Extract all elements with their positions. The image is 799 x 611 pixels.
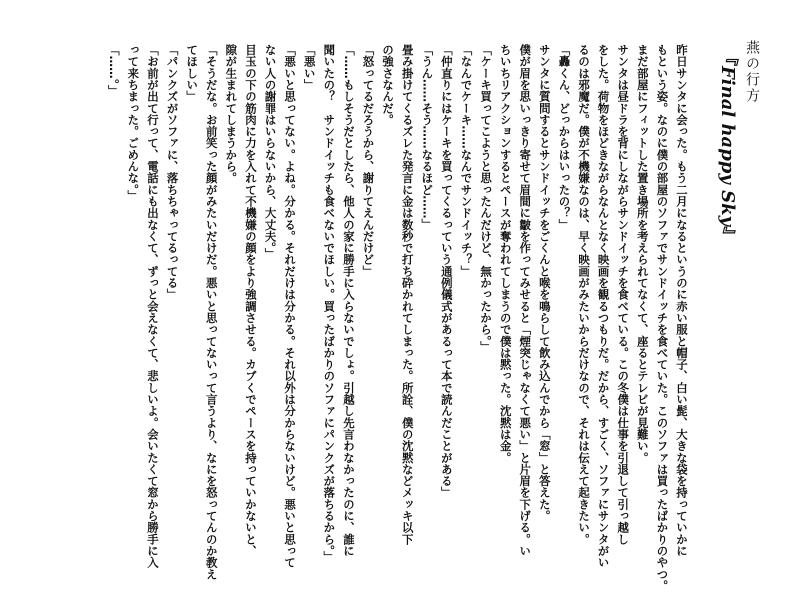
body-line: 僕が眉を思いっきり寄せて眉間に皺を作ってみせると「煙突じゃなくて悪い」と片眉を下げる。い	[518, 44, 533, 557]
body-line: 「轟くん、どっからはいったの？」	[557, 44, 572, 231]
body-line: 「仲直りにはケーキを買ってくるっていう通例儀式があるって本で読んだことがある」	[439, 44, 454, 499]
body-line: 「……。」	[106, 44, 121, 97]
body-line: てほしい」	[185, 44, 200, 103]
body-line: 「うん……そう……なるほど……」	[420, 44, 435, 231]
body-line: 「悪いと思ってない。よね。分かる。それだけは分かる。それ以外は分からないけど。悪いと思って	[283, 44, 298, 569]
body-line: ちいちリアクションするとペースが奪われてしまうので僕は黙った。沈黙は金。	[498, 44, 513, 464]
body-line: サンタに質問するとサンドイッチをごくんと喉を鳴らして飲み込んでから「窓」と答えた。	[537, 44, 552, 522]
body-line: 「そうだな。お前笑った顔がみたいだけだ。悪いと思ってないって言うより、なにを怒ってんのか教え	[204, 44, 219, 580]
body-line: 隙が生まれてしまうから。	[224, 44, 239, 184]
body-line: 「お前が出て行って、電話にも出なくて、ずっと会えなくて、悲しいよ。会いたくて窓から勝手に入	[145, 44, 160, 569]
body-line: をした。荷物をほどきながらなんとなく映画を観るつもりだ。だから、すごく、ソファにサンタがい	[596, 44, 611, 569]
body-line: 「パンクズがソファに、落ちちゃってるってる」	[165, 44, 180, 301]
body-line: サンタは昼ドラを背にしながらサンドイッチを食べている。この冬僕は仕事を引退して引っ越し	[616, 44, 631, 545]
body-line: るのは邪魔だ。僕が不機嫌なのは、早く映画がみたいからだけなので、それは伝えて起きたい。	[577, 44, 592, 545]
body-line: もという姿。なのに僕の部屋のソファでサンドイッチを食べていた。このソファは買ったばかりのやつ。	[655, 44, 670, 592]
body-line: 畳み掛けてくるズレた発言に金は数秒で打ち砕かれてしまった。所詮、僕の沈黙などメッキ以下	[400, 44, 415, 545]
body-line: ない人の謝罪はいらないから、大丈夫。」	[263, 44, 278, 260]
body-line: の強さなんだ。	[381, 44, 396, 126]
body-line: 「……もしそうだとしたら、他人の家に勝手に入らないでしょ。引越し先言わなかったのに、誰に	[341, 44, 356, 557]
body-line: まだ部屋にフィットした置き場所を考えられてなくて、座るとテレビが見難い。	[635, 44, 650, 464]
body-line: 「怒ってるだろうから、謝りてえんだけど」	[361, 44, 376, 277]
story-subtitle: 『Final happy Sky』	[717, 48, 738, 245]
body-line: 「ケーキ買ってこようと思ったんだけど、無かったから。」	[479, 44, 494, 353]
body-line: 昨日サンタに会った。もう二月になるというのに赤い服と帽子、白い髭、大きな袋を持っていかに	[675, 44, 689, 557]
body-text	[103, 44, 691, 592]
chapter-title: 燕の行方	[744, 40, 760, 104]
body-line: 「悪い」	[302, 44, 317, 91]
body-line: 目玉の下の筋肉に力を入れて不機嫌の顔をより強調させる。カブくでペースを持っていかないと、	[243, 44, 258, 557]
body-line: 「なんでケーキ……なんでサンドイッチ？」	[459, 44, 474, 277]
body-line: って来ちまった。ごめんな。」	[126, 44, 141, 202]
body-line: 聞いたの？ サンドイッチも食べないでほしい。買ったばかりのソファにパンクズが落ちるから。」	[322, 44, 337, 563]
